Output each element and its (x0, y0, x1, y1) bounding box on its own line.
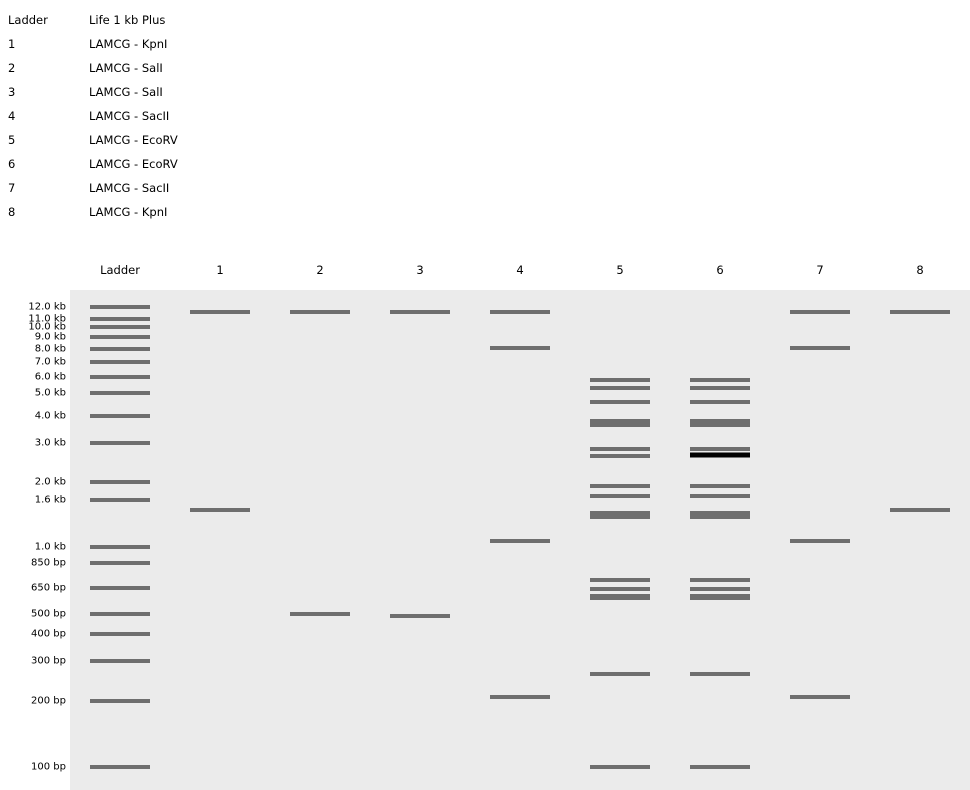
gel-band (90, 659, 150, 663)
gel-band (390, 310, 450, 314)
gel-band (590, 765, 650, 769)
lane-header-ladder: Ladder (100, 263, 140, 277)
gel-band (790, 310, 850, 314)
legend-sample-description: LAMCG - SalI (89, 85, 163, 99)
legend-sample-description: LAMCG - EcoRV (89, 133, 178, 147)
ladder-size-label: 11.0 kb (28, 313, 66, 325)
legend-sample-description: LAMCG - SacII (89, 181, 170, 195)
gel-band (490, 695, 550, 699)
ladder-size-label: 400 bp (31, 628, 66, 640)
gel-band (390, 614, 450, 618)
legend-lane-name: 8 (8, 205, 16, 219)
gel-band (490, 539, 550, 543)
gel-band (690, 587, 750, 591)
gel-band (90, 414, 150, 418)
gel-band (790, 539, 850, 543)
gel-band (90, 586, 150, 590)
gel-band (690, 378, 750, 382)
lane-header-5: 5 (616, 263, 624, 277)
gel-band (890, 310, 950, 314)
gel-band (90, 561, 150, 565)
gel-band (690, 484, 750, 488)
ladder-size-label: 6.0 kb (34, 371, 66, 383)
gel-band (290, 310, 350, 314)
gel-band (490, 346, 550, 350)
gel-band (90, 612, 150, 616)
gel-band (590, 419, 650, 427)
ladder-size-label: 1.0 kb (34, 541, 66, 553)
gel-band (590, 511, 650, 519)
gel-band (590, 386, 650, 390)
gel-band (690, 511, 750, 519)
ladder-size-label: 2.0 kb (34, 476, 66, 488)
ladder-size-label: 200 bp (31, 695, 66, 707)
gel-band (90, 765, 150, 769)
gel-band (90, 699, 150, 703)
gel-band (190, 508, 250, 512)
lane-header-8: 8 (916, 263, 924, 277)
legend-sample-description: LAMCG - SalI (89, 61, 163, 75)
ladder-size-label: 850 bp (31, 557, 66, 569)
gel-band (590, 594, 650, 600)
ladder-size-label: 100 bp (31, 761, 66, 773)
legend-lane-name: 2 (8, 61, 16, 75)
gel-band (90, 498, 150, 502)
gel-band (690, 578, 750, 582)
gel-band (90, 347, 150, 351)
gel-band (90, 545, 150, 549)
gel-band (90, 317, 150, 321)
legend-lane-name: 5 (8, 133, 16, 147)
legend-sample-description: LAMCG - KpnI (89, 37, 168, 51)
gel-band (90, 305, 150, 309)
gel-band (690, 494, 750, 498)
legend-lane-name: 6 (8, 157, 16, 171)
gel-band (590, 454, 650, 458)
gel-band (590, 578, 650, 582)
lane-header-6: 6 (716, 263, 724, 277)
ladder-size-label: 650 bp (31, 582, 66, 594)
lane-header-2: 2 (316, 263, 324, 277)
ladder-size-label: 300 bp (31, 655, 66, 667)
gel-band (590, 484, 650, 488)
gel-band (690, 453, 750, 458)
gel-band (690, 419, 750, 427)
lane-header-4: 4 (516, 263, 524, 277)
ladder-size-label: 7.0 kb (34, 356, 66, 368)
legend-sample-description: LAMCG - KpnI (89, 205, 168, 219)
ladder-size-label: 1.6 kb (34, 494, 66, 506)
gel-band (690, 386, 750, 390)
legend-lane-name: 3 (8, 85, 16, 99)
gel-band (590, 672, 650, 676)
ladder-size-label: 10.0 kb (28, 321, 66, 333)
gel-band (90, 335, 150, 339)
gel-band (490, 310, 550, 314)
lane-header-7: 7 (816, 263, 824, 277)
gel-band (790, 346, 850, 350)
ladder-size-label: 4.0 kb (34, 410, 66, 422)
gel-band (90, 632, 150, 636)
gel-band (90, 360, 150, 364)
gel-band (690, 765, 750, 769)
gel-band (590, 447, 650, 451)
legend-sample-description: LAMCG - SacII (89, 109, 170, 123)
ladder-size-label: 3.0 kb (34, 437, 66, 449)
gel-band (90, 480, 150, 484)
legend-lane-name: 4 (8, 109, 16, 123)
gel-band (690, 672, 750, 676)
gel-band (590, 494, 650, 498)
lane-header-3: 3 (416, 263, 424, 277)
gel-band (90, 375, 150, 379)
lane-header-1: 1 (216, 263, 224, 277)
gel-band (690, 447, 750, 451)
ladder-size-label: 5.0 kb (34, 387, 66, 399)
gel-band (790, 695, 850, 699)
ladder-size-label: 12.0 kb (28, 301, 66, 313)
gel-band (90, 391, 150, 395)
legend-lane-name: Ladder (8, 13, 48, 27)
gel-band (190, 310, 250, 314)
legend-lane-name: 1 (8, 37, 16, 51)
gel-band (590, 587, 650, 591)
gel-band (290, 612, 350, 616)
gel-band (590, 400, 650, 404)
ladder-size-label: 500 bp (31, 608, 66, 620)
ladder-size-label: 8.0 kb (34, 343, 66, 355)
gel-band (90, 441, 150, 445)
gel-band (590, 378, 650, 382)
legend-sample-description: Life 1 kb Plus (89, 13, 166, 27)
legend-lane-name: 7 (8, 181, 16, 195)
gel-band (890, 508, 950, 512)
gel-band (690, 594, 750, 600)
gel-band (690, 400, 750, 404)
ladder-size-label: 9.0 kb (34, 331, 66, 343)
legend-sample-description: LAMCG - EcoRV (89, 157, 178, 171)
gel-band (90, 325, 150, 329)
